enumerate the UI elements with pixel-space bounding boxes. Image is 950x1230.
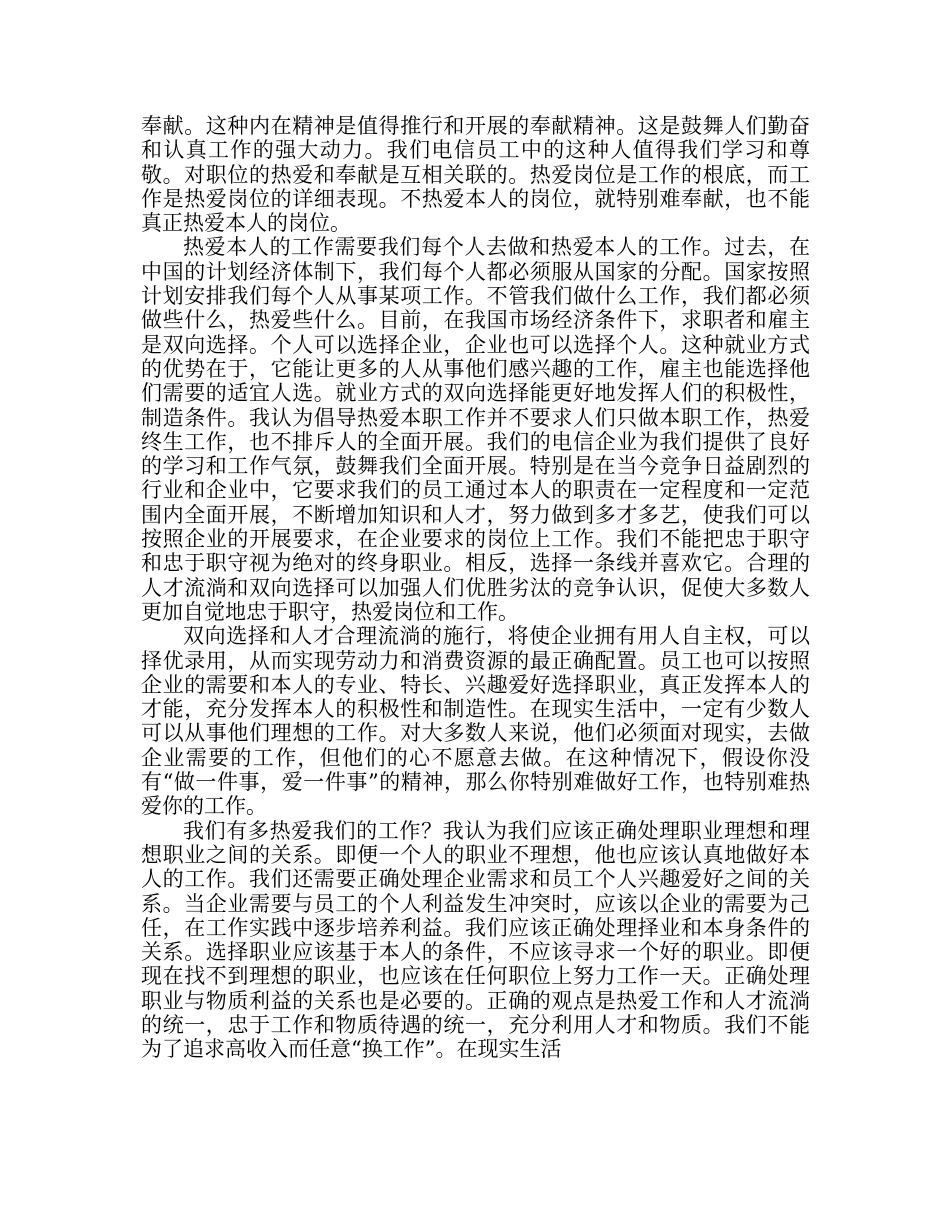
paragraph-1: 奉献。这种内在精神是值得推行和开展的奉献精神。这是鼓舞人们勤奋和认真工作的强大动力。我们电信员工中的这种人值得我们学习和尊敬。对职位的热爱和奉献是互相关联的。热爱岗位是工作的根底，而工作是热爱岗位的详细表现。不热爱本人的岗位，就特别难奉献，也不能真正热爱本人的岗位。: [141, 114, 810, 236]
document-body: [141, 114, 810, 1062]
paragraph-2: 热爱本人的工作需要我们每个人去做和热爱本人的工作。过去，在中国的计划经济体制下，我们每个人都必须服从国家的分配。国家按照计划安排我们每个人从事某项工作。不管我们做什么工作，我们都必须做些什么，热爱些什么。目前，在我国市场经济条件下，求职者和雇主是双向选择。个人可以选择企业，企业也可以选择个人。这种就业方式的优势在于，它能让更多的人从事他们感兴趣的工作，雇主也能选择他们需要的适宜人选。就业方式的双向选择能更好地发挥人们的积极性，制造条件。我认为倡导热爱本职工作并不要求人们只做本职工作，热爱终生工作，也不排斥人的全面开展。我们的电信企业为我们提供了良好的学习和工作气氛，鼓舞我们全面开展。特别是在当今竞争日益剧烈的行业和企业中，它要求我们的员工通过本人的职责在一定程度和一定范围内全面开展，不断增加知识和人才，努力做到多才多艺，使我们可以按照企业的开展要求，在企业要求的岗位上工作。我们不能把忠于职守和忠于职守视为绝对的终身职业。相反，选择一条线并喜欢它。合理的人才流淌和双向选择可以加强人们优胜劣汰的竞争认识，促使大多数人更加自觉地忠于职守，热爱岗位和工作。: [141, 235, 810, 624]
paragraph-4: 我们有多热爱我们的工作？我认为我们应该正确处理职业理想和理想职业之间的关系。即便一个人的职业不理想，他也应该认真地做好本人的工作。我们还需要正确处理企业需求和员工个人兴趣爱好之间的关系。当企业需要与员工的个人利益发生冲突时，应该以企业的需要为己任，在工作实践中逐步培养利益。我们应该正确处理择业和本身条件的关系。选择职业应该基于本人的条件，不应该寻求一个好的职业。即便现在找不到理想的职业，也应该在任何职位上努力工作一天。正确处理职业与物质利益的关系也是必要的。正确的观点是热爱工作和人才流淌的统一，忠于工作和物质待遇的统一，充分利用人才和物质。我们不能为了追求高收入而任意“换工作”。在现实生活: [141, 818, 810, 1062]
paragraph-3: 双向选择和人才合理流淌的施行，将使企业拥有用人自主权，可以择优录用，从而实现劳动力和消费资源的最正确配置。员工也可以按照企业的需要和本人的专业、特长、兴趣爱好选择职业，真正发挥本人的才能，充分发挥本人的积极性和制造性。在现实生活中，一定有少数人可以从事他们理想的工作。对大多数人来说，他们必须面对现实，去做企业需要的工作，但他们的心不愿意去做。在这种情况下，假设你没有“做一件事，爱一件事”的精神，那么你特别难做好工作，也特别难热爱你的工作。: [141, 624, 810, 819]
